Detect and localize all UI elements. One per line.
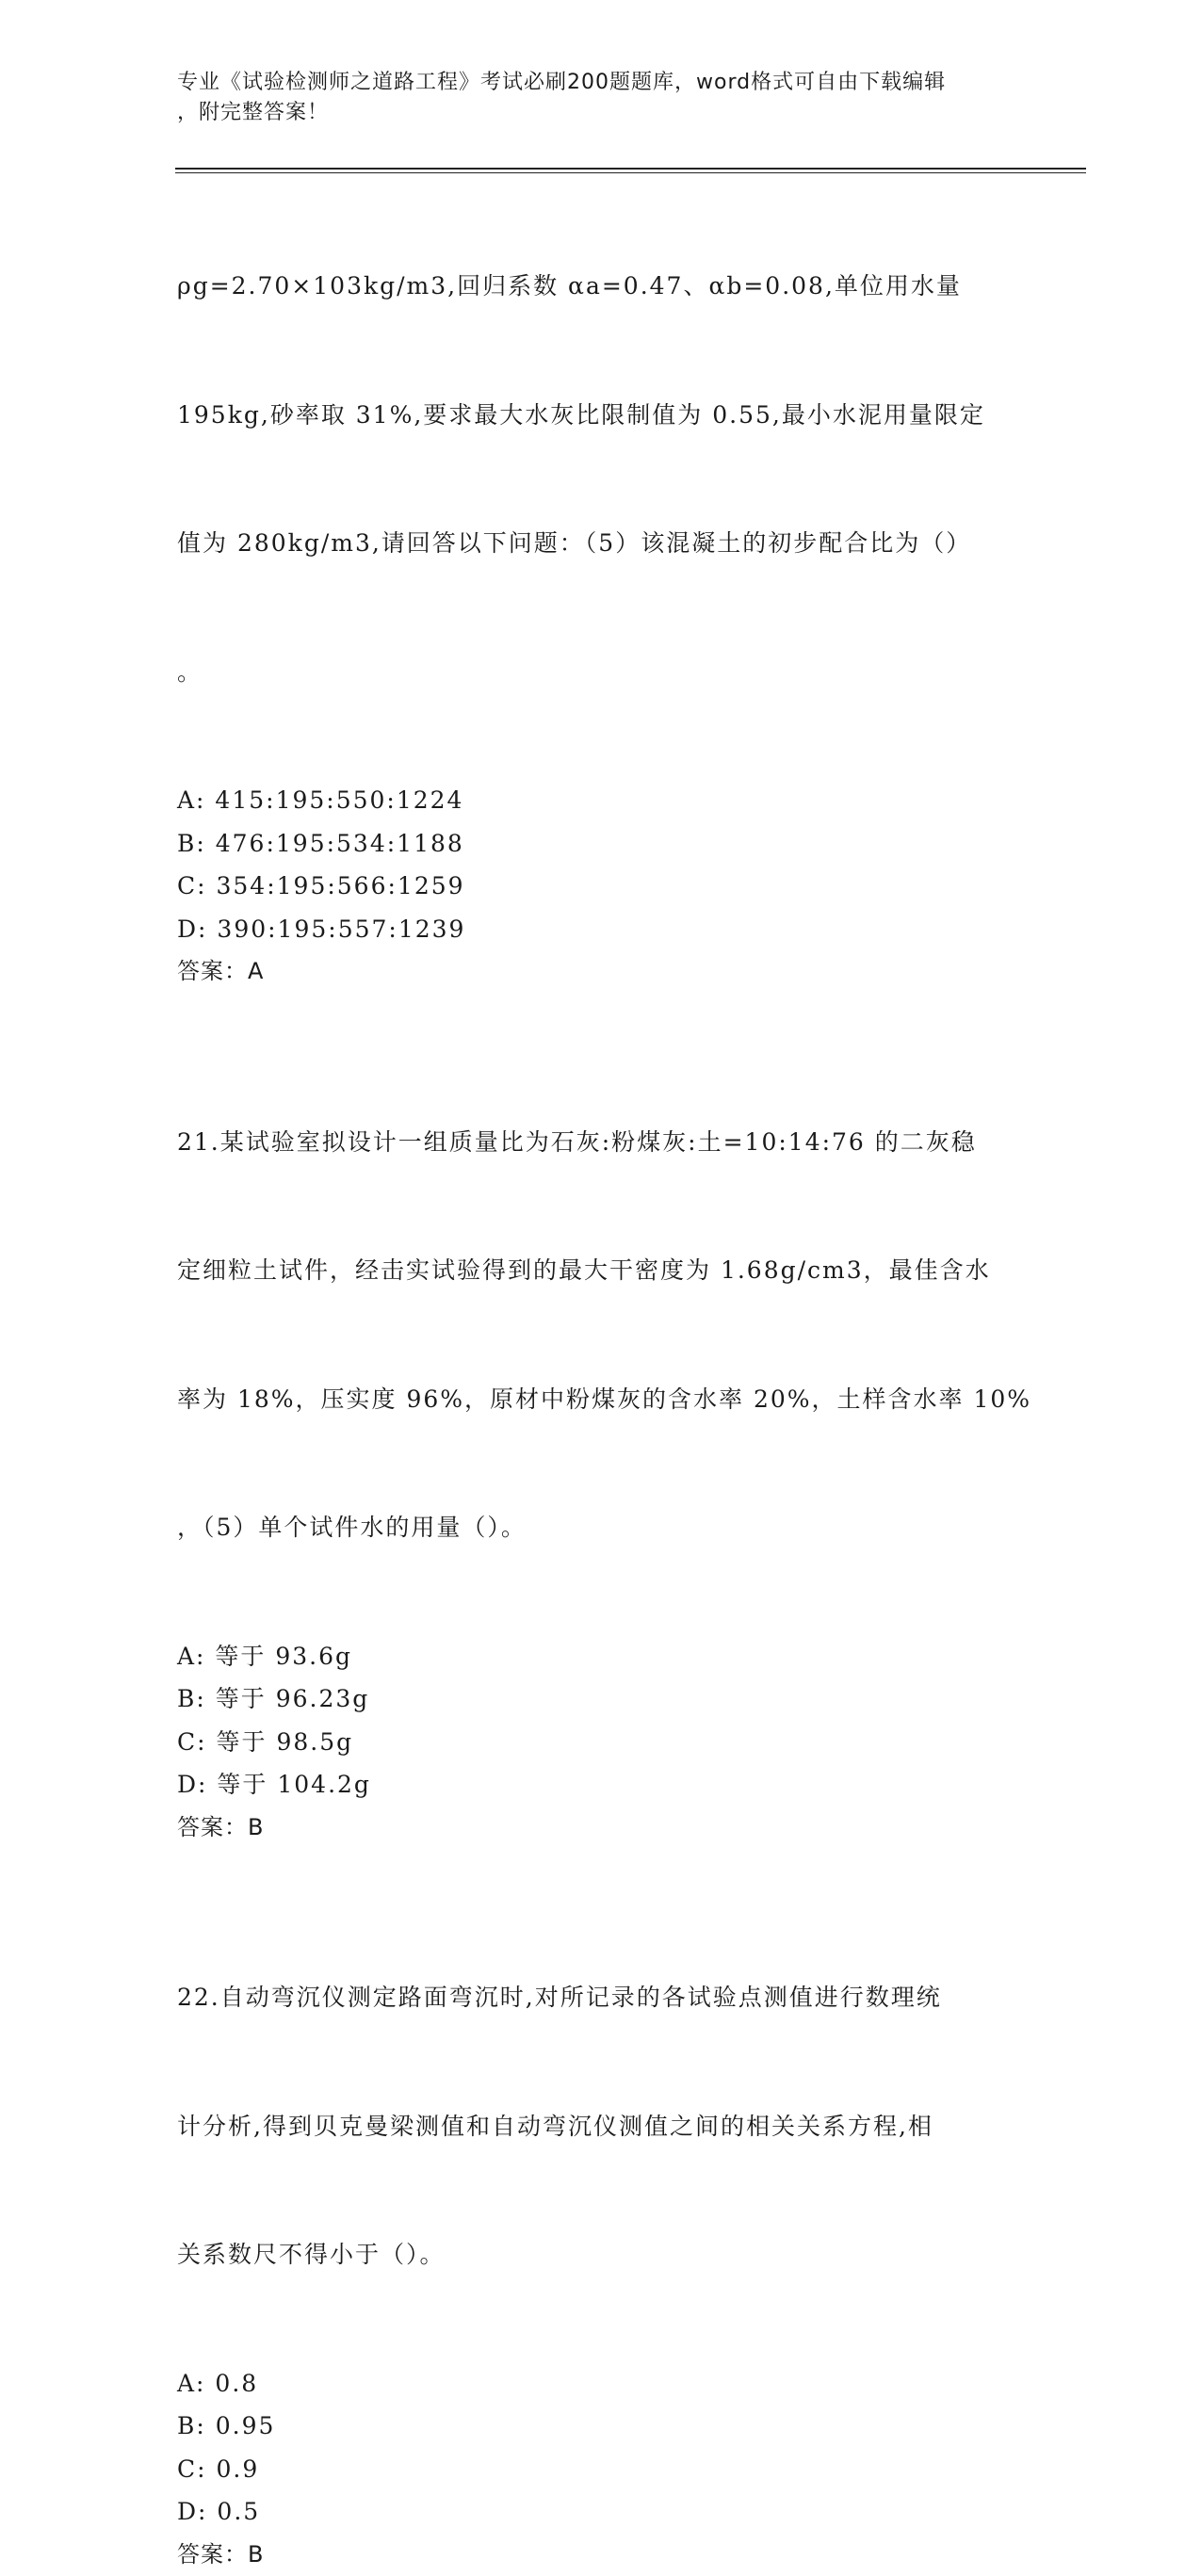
option-b: B: 476:195:534:1188 bbox=[177, 822, 1025, 866]
document-header bbox=[177, 68, 1025, 128]
question-list bbox=[177, 179, 1025, 2576]
answer-line: 答案：B bbox=[177, 2534, 1025, 2576]
question-line: 率为 18%，压实度 96%，原材中粉煤灰的含水率 20%，土样含水率 10% bbox=[177, 1378, 1025, 1421]
question-spacer bbox=[177, 1849, 1025, 1890]
header-divider-thin bbox=[175, 172, 1086, 173]
question-text bbox=[177, 1890, 1025, 2362]
header-line-2: ，附完整答案！ bbox=[177, 98, 1025, 128]
option-b: B: 等于 96.23g bbox=[177, 1677, 1025, 1721]
question-line: ，（5）单个试件水的用量（）。 bbox=[177, 1506, 1025, 1549]
header-line-1: 专业《试验检测师之道路工程》考试必刷200题题库，word格式可自由下载编辑 bbox=[177, 68, 1025, 98]
question-text bbox=[177, 1035, 1025, 1635]
question-line: 定细粒土试件，经击实试验得到的最大干密度为 1.68g/cm3，最佳含水 bbox=[177, 1249, 1025, 1292]
option-c: C: 354:195:566:1259 bbox=[177, 865, 1025, 908]
option-a: A: 0.8 bbox=[177, 2362, 1025, 2406]
question-line: ρg=2.70×103kg/m3,回归系数 αa=0.47、αb=0.08,单位用水量 bbox=[177, 265, 1025, 308]
question-line: 关系数尺不得小于（）。 bbox=[177, 2233, 1025, 2276]
option-a: A: 415:195:550:1224 bbox=[177, 779, 1025, 822]
option-a: A: 等于 93.6g bbox=[177, 1635, 1025, 1678]
option-d: D: 0.5 bbox=[177, 2490, 1025, 2534]
option-d: D: 等于 104.2g bbox=[177, 1763, 1025, 1806]
question-block bbox=[177, 1035, 1025, 1850]
option-b: B: 0.95 bbox=[177, 2405, 1025, 2448]
question-text bbox=[177, 179, 1025, 779]
question-line: 195kg,砂率取 31%,要求最大水灰比限制值为 0.55,最小水泥用量限定 bbox=[177, 394, 1025, 437]
question-spacer bbox=[177, 994, 1025, 1035]
answer-line: 答案：B bbox=[177, 1806, 1025, 1850]
header-divider-thick bbox=[175, 168, 1086, 170]
question-line: 21.某试验室拟设计一组质量比为石灰:粉煤灰:土=10:14:76 的二灰稳 bbox=[177, 1121, 1025, 1164]
answer-line: 答案：A bbox=[177, 950, 1025, 994]
question-line: 值为 280kg/m3,请回答以下问题：（5）该混凝土的初步配合比为（） bbox=[177, 522, 1025, 565]
question-block bbox=[177, 179, 1025, 994]
option-d: D: 390:195:557:1239 bbox=[177, 908, 1025, 951]
question-line: 。 bbox=[177, 651, 1025, 694]
question-line: 22.自动弯沉仪测定路面弯沉时,对所记录的各试验点测值进行数理统 bbox=[177, 1976, 1025, 2019]
question-line: 计分析,得到贝克曼梁测值和自动弯沉仪测值之间的相关关系方程,相 bbox=[177, 2105, 1025, 2148]
option-c: C: 等于 98.5g bbox=[177, 1721, 1025, 1764]
question-block bbox=[177, 1890, 1025, 2576]
option-c: C: 0.9 bbox=[177, 2448, 1025, 2491]
